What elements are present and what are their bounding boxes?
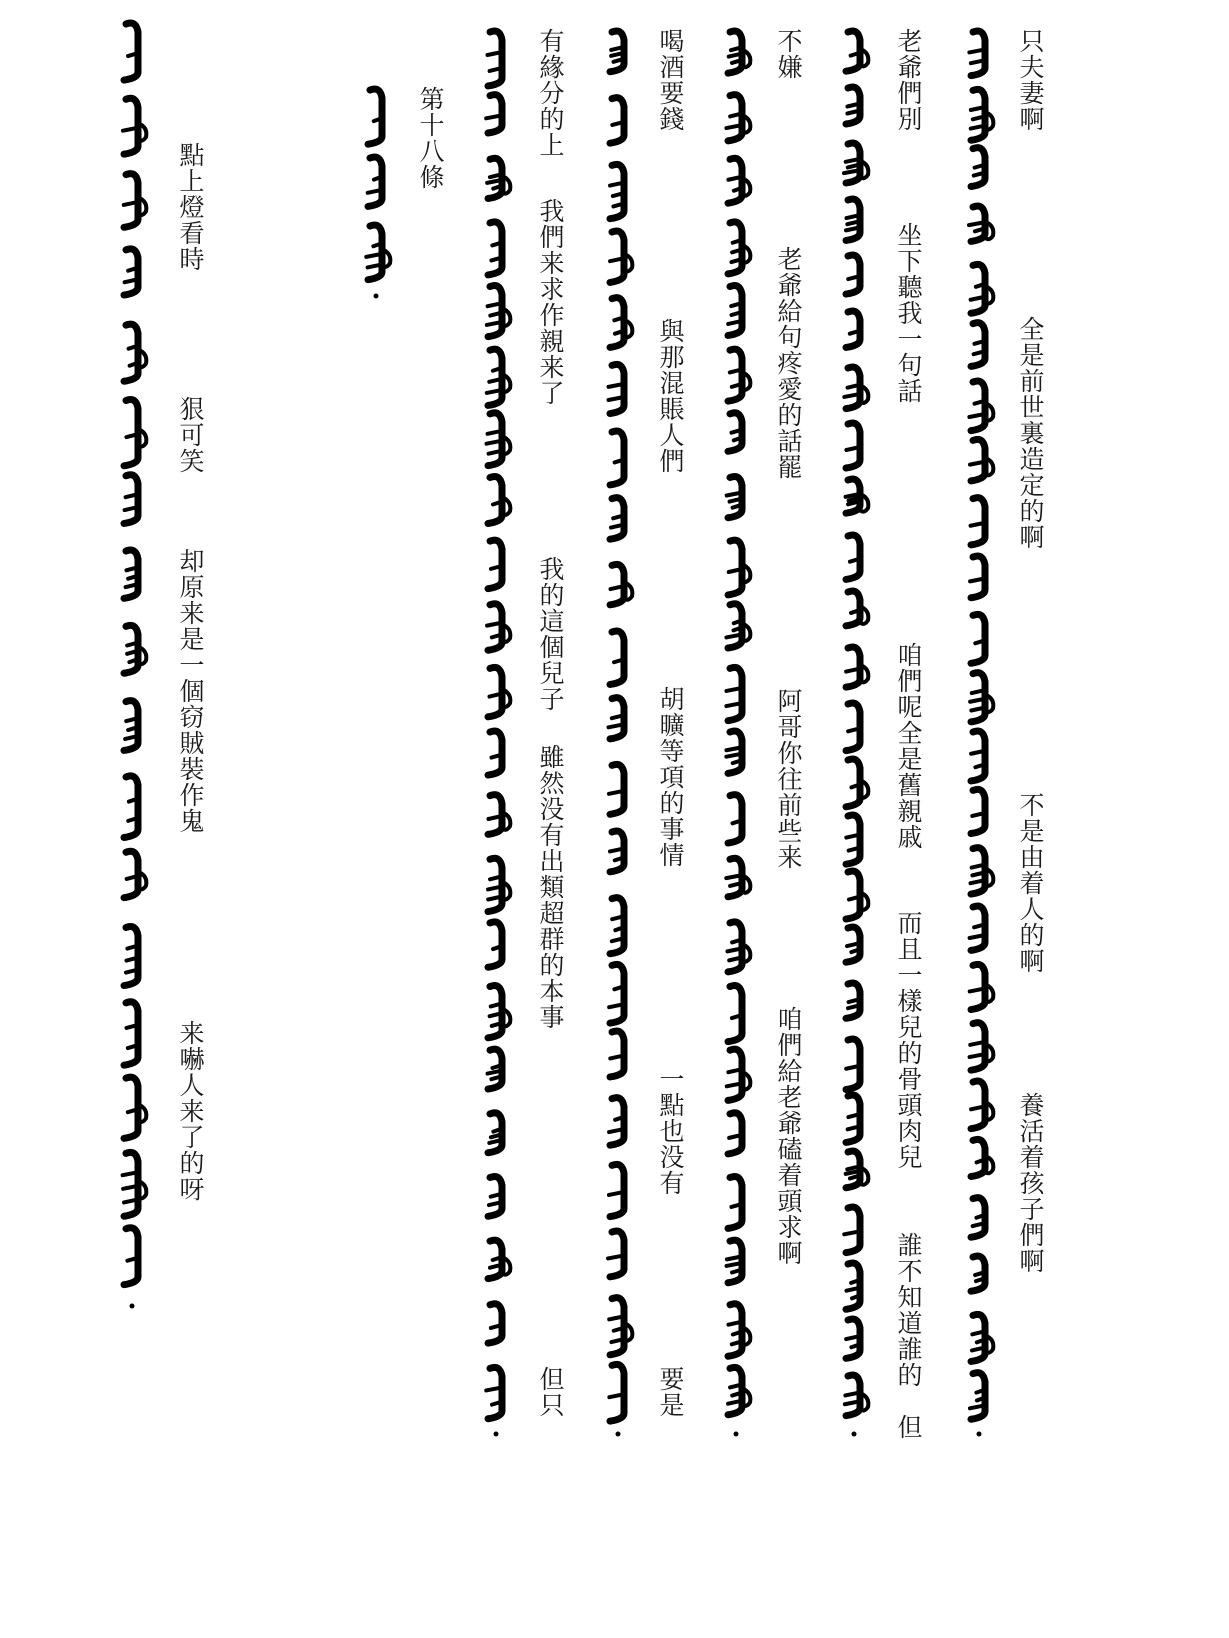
mongolian-script-column-2 (830, 0, 878, 1638)
mongolian-word (124, 701, 138, 751)
mongolian-letter-stroke (733, 1332, 742, 1335)
mongolian-letter-stroke (851, 784, 860, 787)
mongolian-letter-stroke (977, 1159, 985, 1162)
mongolian-letter-stroke (733, 760, 742, 763)
mongolian-word (971, 1373, 985, 1420)
mongolian-word (728, 986, 742, 1042)
chinese-gloss: 咱們呢全是舊親戚 (894, 642, 923, 850)
mongolian-word (124, 1077, 138, 1138)
mongolian-word (846, 815, 860, 864)
mongolian-word (488, 922, 502, 967)
chinese-gloss: 来嚇人来了的呀 (176, 1020, 205, 1202)
chinese-gloss: 但 (894, 1414, 923, 1440)
mongolian-letter-stroke (977, 1339, 985, 1342)
mongolian-punctuation (494, 1432, 499, 1437)
mongolian-punctuation (374, 294, 379, 299)
mongolian-word (610, 631, 624, 684)
text-line-1 (1010, 0, 1054, 1638)
chinese-gloss: 坐下聽我一句話 (894, 222, 923, 404)
mongolian-script-drawing (594, 0, 642, 1638)
mongolian-letter-stroke (977, 1397, 985, 1400)
mongolian-word (728, 286, 742, 336)
mongolian-letter-stroke (493, 946, 502, 949)
mongolian-script-drawing (472, 0, 520, 1638)
mongolian-word (846, 311, 860, 347)
mongolian-letter-stroke (615, 927, 624, 930)
mongolian-letter-stroke (129, 799, 138, 802)
mongolian-word (488, 731, 502, 775)
mongolian-word (488, 476, 502, 523)
mongolian-letter-stroke (976, 1390, 985, 1393)
mongolian-letter-stroke (615, 459, 624, 462)
mongolian-script-column-6 (352, 0, 400, 1638)
chinese-gloss: 誰不知道誰的 (894, 1232, 923, 1388)
mongolian-script-drawing (352, 0, 400, 1638)
mongolian-letter-stroke (615, 331, 624, 334)
mongolian-word (728, 604, 742, 648)
mongolian-letter-stroke (615, 1117, 624, 1120)
mongolian-letter-stroke (493, 368, 502, 371)
mongolian-word (728, 1304, 742, 1357)
mongolian-word (610, 431, 624, 485)
mongolian-letter-stroke (851, 1344, 860, 1347)
mongolian-letter-stroke (493, 1129, 502, 1132)
mongolian-word (728, 222, 742, 274)
mongolian-script-column-3 (712, 0, 760, 1638)
chinese-gloss: 要是 (656, 1366, 685, 1418)
section-heading (410, 0, 454, 1638)
chinese-gloss: 我的這個兒子 (536, 556, 565, 712)
chinese-gloss: 只夫妻啊 (1016, 28, 1045, 132)
mongolian-word (368, 89, 382, 144)
mongolian-word (610, 964, 624, 1023)
mongolian-word (971, 1139, 985, 1176)
mongolian-word (728, 1367, 742, 1414)
text-line-4 (650, 0, 694, 1638)
text-line-7 (170, 0, 214, 1638)
mongolian-word (124, 1002, 138, 1065)
chinese-gloss: 有緣分的上 (536, 28, 565, 158)
chinese-gloss: 老爺給句疼愛的話罷 (774, 246, 803, 480)
mongolian-word (728, 795, 742, 843)
mongolian-word (971, 1314, 985, 1361)
mongolian-letter-stroke (374, 118, 382, 121)
mongolian-word (610, 364, 624, 413)
mongolian-punctuation (130, 1304, 135, 1309)
chinese-gloss: 全是前世裏造定的啊 (1016, 316, 1045, 550)
mongolian-script-drawing (108, 0, 156, 1638)
mongolian-script-column-1 (955, 0, 1003, 1638)
chinese-gloss: 狠可笑 (176, 396, 205, 474)
mongolian-word (368, 157, 382, 206)
chinese-gloss: 但只 (536, 1366, 565, 1418)
mongolian-letter-stroke (733, 627, 742, 630)
mongolian-letter-stroke (373, 243, 382, 246)
chinese-gloss: 一點也没有 (656, 1066, 685, 1196)
mongolian-punctuation (616, 1432, 621, 1437)
chinese-gloss: 養活着孩子們啊 (1016, 1092, 1045, 1274)
mongolian-script-column-7 (108, 0, 156, 1638)
chinese-gloss: 與那混賬人們 (656, 318, 685, 474)
mongolian-letter-stroke (734, 188, 742, 191)
mongolian-script-drawing (712, 0, 760, 1638)
chinese-gloss: 不是由着人的啊 (1016, 792, 1045, 974)
text-line-2 (888, 0, 932, 1638)
mongolian-word (846, 535, 860, 579)
mongolian-script-column-4 (594, 0, 642, 1638)
mongolian-word (124, 1228, 138, 1285)
mongolian-word (971, 614, 985, 663)
mongolian-letter-stroke (851, 949, 860, 952)
chinese-gloss: 胡曠等項的事情 (656, 686, 685, 868)
mongolian-word (846, 759, 860, 807)
mongolian-word (124, 249, 138, 295)
chinese-gloss: 而且一樣兒的骨頭肉兒 (894, 910, 923, 1170)
mongolian-letter-stroke (976, 1278, 985, 1281)
mongolian-word (728, 1049, 742, 1100)
text-line-5 (530, 0, 574, 1638)
mongolian-punctuation (734, 1432, 739, 1437)
mongolian-letter-stroke (493, 186, 502, 189)
mongolian-word (971, 381, 985, 431)
mongolian-word (124, 776, 138, 838)
mongolian-word (488, 222, 502, 275)
mongolian-letter-stroke (374, 177, 382, 180)
mongolian-word (846, 31, 860, 71)
mongolian-word (971, 731, 985, 781)
chinese-gloss: 第十八條 (416, 86, 445, 190)
mongolian-word (728, 1176, 742, 1228)
mongolian-letter-stroke (852, 1295, 860, 1298)
text-line-3 (768, 0, 812, 1638)
mongolian-word (124, 625, 138, 673)
mongolian-word (124, 23, 138, 80)
mongolian-word (846, 591, 860, 626)
mongolian-letter-stroke (976, 1215, 985, 1218)
mongolian-script-drawing (830, 0, 878, 1638)
mongolian-letter-stroke (733, 240, 742, 243)
mongolian-word (610, 298, 624, 348)
mongolian-word (610, 1098, 624, 1146)
mongolian-script-column-5 (472, 0, 520, 1638)
chinese-gloss: 喝酒要錢 (656, 28, 685, 132)
mongolian-word (728, 667, 742, 720)
chinese-gloss: 點上燈看時 (176, 142, 205, 272)
mongolian-letter-stroke (851, 1280, 860, 1283)
chinese-gloss: 却原来是一個窃賊裝作鬼 (176, 548, 205, 834)
mongolian-punctuation (977, 1432, 982, 1437)
mongolian-punctuation (852, 1432, 857, 1437)
chinese-gloss: 咱們給老爺磕着頭求啊 (774, 1006, 803, 1266)
chinese-gloss: 不嫌 (774, 28, 803, 80)
mongolian-letter-stroke (851, 610, 860, 613)
mongolian-word (488, 31, 502, 86)
chinese-gloss: 阿哥你往前些来 (774, 688, 803, 870)
mongolian-word (124, 324, 138, 381)
chinese-gloss: 我們来求作親来了 (536, 198, 565, 406)
mongolian-letter-stroke (851, 53, 860, 56)
mongolian-script-drawing (955, 0, 1003, 1638)
mongolian-word (488, 1367, 502, 1418)
mongolian-word (971, 264, 985, 313)
mongolian-word (610, 1298, 624, 1355)
chinese-gloss: 老爺們別 (894, 28, 923, 132)
mongolian-word (610, 898, 624, 954)
mongolian-letter-stroke (615, 857, 624, 860)
mongolian-letter-stroke (734, 437, 742, 440)
mongolian-word (124, 550, 138, 598)
chinese-gloss: 雖然没有出類超群的本事 (536, 744, 565, 1030)
mongolian-word (971, 1023, 985, 1070)
mongolian-letter-stroke (493, 501, 502, 504)
mongolian-word (728, 349, 742, 401)
